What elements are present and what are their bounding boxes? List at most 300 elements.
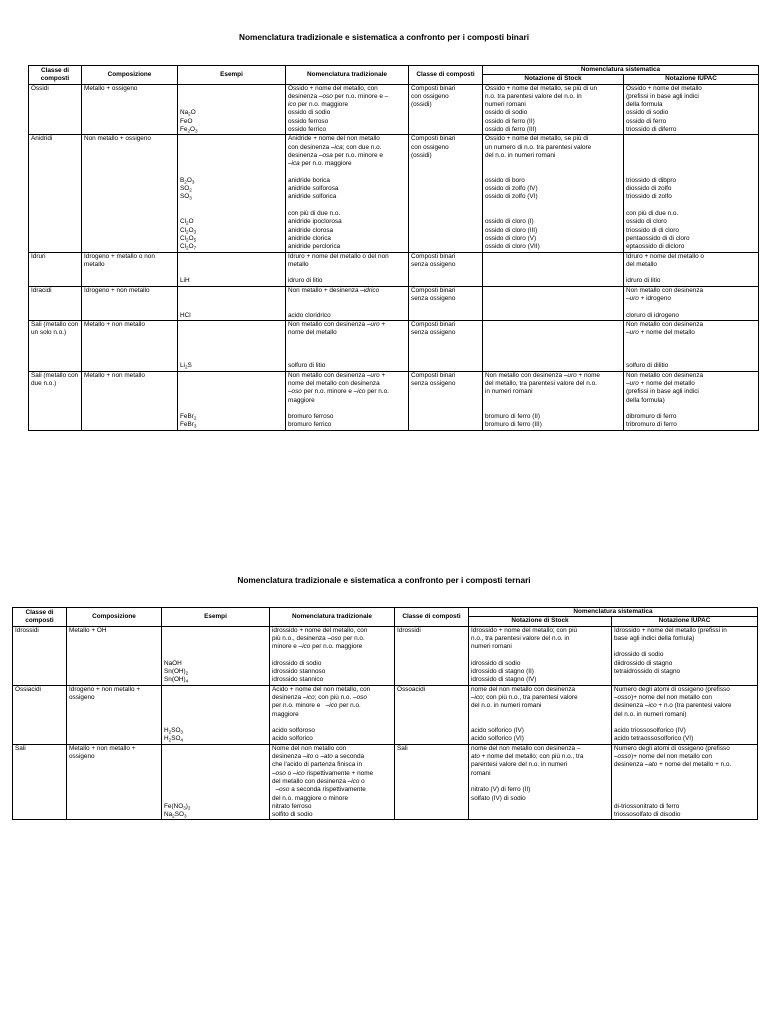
cell-iupac xyxy=(624,371,759,430)
cell-line xyxy=(626,269,756,277)
cell-iupac xyxy=(612,685,758,744)
cell-line: –oso per n.o. minore e –ico per n.o. xyxy=(288,388,389,396)
cell-line xyxy=(288,303,406,311)
cell-line: triossido di diferro xyxy=(626,126,677,134)
cell-line xyxy=(626,152,756,160)
cell-line: triossido di dibpro xyxy=(626,176,677,184)
cell-line: del metallo con desinenza –ico o xyxy=(272,777,365,785)
cell-line xyxy=(288,346,406,354)
ternary-compounds-title: Nomenclatura tradizionale e sistematica a confronto per i composti ternari xyxy=(237,575,531,585)
table-row xyxy=(29,371,759,430)
cell-line: solfuro di dilitio xyxy=(626,362,669,370)
cell-line xyxy=(180,380,283,388)
cell-line xyxy=(626,303,756,311)
cell-line: nome del metallo con desinenza xyxy=(288,379,380,387)
table-row xyxy=(29,252,759,286)
cell-line: bromuro di ferro (III) xyxy=(485,421,542,429)
header-sistematica: Nomenclatura sistematica xyxy=(483,66,759,75)
cell-line xyxy=(471,778,609,786)
cell-line: LiH xyxy=(180,277,190,285)
cell-line: Numero degli atomi di ossigeno (prefisso xyxy=(614,685,730,693)
cell-line: ossido di ferro (III) xyxy=(485,126,537,134)
cell-line: $Sn(OH)_2$ xyxy=(164,668,189,676)
table-row xyxy=(13,685,758,744)
cell-line xyxy=(485,160,621,168)
cell-line xyxy=(471,711,609,719)
cell-line: ossido di cloro (I) xyxy=(485,218,534,226)
cell-line: Ossido + nome del metallo, se più di xyxy=(485,135,589,143)
cell-line xyxy=(164,753,267,761)
cell-classe-sis xyxy=(409,252,483,286)
cell-iupac xyxy=(624,84,759,135)
cell-classe xyxy=(13,626,67,685)
cell-line: bromuro ferroso xyxy=(288,413,334,421)
cell-line: Numero degli atomi di ossigeno (prefisso xyxy=(614,744,730,752)
cell-line: acido solforico (VI) xyxy=(471,735,524,743)
cell-line: un numero di n.o. tra parentesi valore xyxy=(485,143,592,151)
cell-iupac xyxy=(624,286,759,320)
cell-line: Idrossidi xyxy=(15,626,39,634)
cell-composizione xyxy=(82,371,178,430)
table-row xyxy=(29,84,759,135)
cell-line: Idruro + nome del metallo o del non xyxy=(288,252,389,260)
cell-stock xyxy=(469,744,612,820)
cell-line: pentaossido di di cloro xyxy=(626,234,690,242)
cell-line: senza ossigeno xyxy=(411,379,456,387)
cell-line xyxy=(164,651,267,659)
cell-line: del n.o. in numeri romani) xyxy=(614,710,687,718)
cell-line xyxy=(180,202,283,210)
cell-line: di-triossonitrato di ferro xyxy=(614,802,680,810)
cell-classe-sis xyxy=(409,371,483,430)
cell-line: del n.o. in numeri romani xyxy=(471,702,542,710)
cell-line: ico per n.o. maggiore xyxy=(288,101,349,109)
cell-line: del metallo, tra parentesi valore del n.o. xyxy=(485,379,597,387)
cell-line xyxy=(614,770,755,778)
cell-classe xyxy=(29,252,82,286)
cell-line xyxy=(180,269,283,277)
cell-line: solfuro di litio xyxy=(288,362,326,370)
cell-line: numeri romani xyxy=(471,643,512,651)
cell-line: ossido di ferro xyxy=(626,117,667,125)
header-classe: Classe di composti xyxy=(29,66,82,85)
cell-classe-sis xyxy=(395,685,469,744)
cell-line: ossido di sodio xyxy=(485,109,528,117)
cell-line: Ossido + nome del metallo, con xyxy=(288,84,378,92)
cell-line: desinenza –ico + n.o (tra parentesi valore xyxy=(614,702,732,710)
table-row xyxy=(29,135,759,252)
cell-line: $Cl_2O_7$ xyxy=(180,243,197,251)
cell-line xyxy=(164,635,267,643)
cell-line xyxy=(288,269,406,277)
cell-iupac xyxy=(612,744,758,820)
cell-line: del metallo xyxy=(626,260,657,268)
cell-line xyxy=(180,135,283,143)
cell-line: ossido ferroso xyxy=(288,117,329,125)
cell-tradizionale xyxy=(286,286,409,320)
cell-line: desinenza –osa per n.o. minore e xyxy=(288,151,383,159)
cell-line: nitrato ferroso xyxy=(272,802,312,810)
cell-line: Idrogeno + non metallo xyxy=(84,286,150,294)
header-classe: Classe di composti xyxy=(13,608,67,627)
cell-line: metallo xyxy=(288,260,309,268)
cell-esempi xyxy=(162,744,270,820)
cell-line: acido cloridrico xyxy=(288,311,331,319)
cell-line xyxy=(180,372,283,380)
cell-line xyxy=(180,346,283,354)
cell-line: diossido di zolfo xyxy=(626,185,672,193)
cell-line: Composti binari xyxy=(411,135,456,143)
cell-esempi xyxy=(178,371,286,430)
ternary-compounds-table xyxy=(12,607,758,820)
cell-line: acido tetraossosolforico (VI) xyxy=(614,735,694,743)
cell-line: idrossido di sodio xyxy=(614,651,664,659)
cell-line xyxy=(180,321,283,329)
cell-line xyxy=(614,786,755,794)
cell-line xyxy=(471,811,609,819)
cell-line: Non metallo con desinenza xyxy=(626,371,704,379)
cell-line xyxy=(288,354,406,362)
cell-line xyxy=(164,719,267,727)
cell-line xyxy=(164,694,267,702)
cell-line xyxy=(164,643,267,651)
cell-line: $Fe_2O_3$ xyxy=(180,126,198,134)
cell-iupac xyxy=(624,135,759,252)
cell-line: idrossido + nome del metallo, con xyxy=(272,626,368,634)
cell-line: Non metallo con desinenza xyxy=(626,320,704,328)
cell-composizione xyxy=(82,320,178,371)
cell-tradizionale xyxy=(286,252,409,286)
header-classe-sistematica: Classe di composti xyxy=(409,66,483,85)
cell-line: nome del non metallo con desinenza – xyxy=(471,744,581,752)
cell-line: Sali (metallo con due n.o.) xyxy=(31,371,79,387)
cell-line: Nome del non metallo con xyxy=(272,744,347,752)
cell-line: $Sn(OH)_4$ xyxy=(164,676,189,684)
cell-line: desinenza –ito o –ato a seconda xyxy=(272,753,365,761)
cell-line: Ossoacidi xyxy=(397,685,426,693)
cell-line: maggiore xyxy=(272,710,299,718)
cell-line: Non metallo + desinenza –idrico xyxy=(288,286,380,294)
cell-line xyxy=(614,676,755,684)
cell-line: Composti binari xyxy=(411,320,456,328)
cell-line: nitrato (V) di ferro (II) xyxy=(471,786,531,794)
cell-line: $Li_2S$ xyxy=(180,362,192,370)
header-composizione: Composizione xyxy=(67,608,162,627)
cell-line: desinenza –ato + nome del metallo + n.o. xyxy=(614,761,732,769)
cell-stock xyxy=(483,84,624,135)
cell-line xyxy=(180,152,283,160)
cell-esempi xyxy=(178,252,286,286)
cell-line: Non metallo con desinenza –uro + xyxy=(288,371,386,379)
cell-line: con più di due n.o. xyxy=(288,210,341,218)
cell-line xyxy=(180,287,283,295)
cell-line: anidride ipoclorosa xyxy=(288,218,342,226)
cell-stock xyxy=(469,685,612,744)
cell-line: in numeri romani xyxy=(485,388,533,396)
cell-classe xyxy=(29,84,82,135)
cell-line: anidride solforica xyxy=(288,193,337,201)
cell-stock xyxy=(483,320,624,371)
cell-line xyxy=(164,745,267,753)
cell-line: idrossido di stagno (IV) xyxy=(471,676,537,684)
cell-line: tribromuro di ferro xyxy=(626,421,677,429)
cell-line xyxy=(164,711,267,719)
cell-tradizionale xyxy=(286,320,409,371)
header-esempi: Esempi xyxy=(162,608,270,627)
cell-line xyxy=(164,686,267,694)
cell-line: Composti binari xyxy=(411,84,456,92)
cell-line xyxy=(626,346,756,354)
cell-line: FeBr$_2$ xyxy=(180,413,197,421)
cell-line: bromuro ferrico xyxy=(288,421,332,429)
cell-line: Metallo + non metallo + ossigeno xyxy=(69,744,136,761)
header-classe-sistematica: Classe di composti xyxy=(395,608,469,627)
cell-line: ossido di zolfo (VI) xyxy=(485,193,538,201)
cell-esempi xyxy=(178,135,286,252)
cell-line xyxy=(180,144,283,152)
cell-line: –uro + idrogeno xyxy=(626,295,671,303)
cell-line: acido solforoso xyxy=(272,727,315,735)
cell-classe-sis xyxy=(409,320,483,371)
cell-classe xyxy=(13,685,67,744)
cell-line: $SO_2$ xyxy=(180,185,192,193)
cell-line: n.o., tra parentesi valore del n.o. in xyxy=(471,634,570,642)
cell-line xyxy=(288,202,406,210)
cell-line: $Cl_2O$ xyxy=(180,218,194,226)
cell-line xyxy=(626,338,756,346)
cell-classe-sis xyxy=(395,744,469,820)
cell-line: nome del non metallo con desinenza xyxy=(471,685,576,693)
binary-compounds-body xyxy=(29,84,759,430)
cell-line: numeri romani xyxy=(485,101,526,109)
binary-compounds-table xyxy=(28,65,759,431)
cell-line: Ossido + nome del metallo xyxy=(626,84,702,92)
cell-composizione xyxy=(67,744,162,820)
cell-line: con ossigeno xyxy=(411,92,449,100)
cell-line: Metallo + non metallo xyxy=(84,371,145,379)
table-row xyxy=(13,626,758,685)
cell-line: idruro di litio xyxy=(288,277,323,285)
cell-classe-sis xyxy=(409,84,483,135)
cell-line: $Fe(NO_3)_2$ xyxy=(164,802,191,811)
cell-line: base agli indici della fomula) xyxy=(614,634,695,642)
cell-line: –ica per n.o. maggiore xyxy=(288,160,352,168)
cell-line: ossido di sodio xyxy=(626,109,669,117)
cell-line xyxy=(164,702,267,710)
cell-line: Ossidi xyxy=(31,84,49,92)
cell-line xyxy=(614,643,755,651)
cell-line xyxy=(288,169,406,177)
cell-line xyxy=(180,295,283,303)
cell-classe xyxy=(29,135,82,252)
header-stock: Notazione di Stock xyxy=(483,75,624,84)
cell-line xyxy=(180,101,283,109)
cell-line: idrossido stannico xyxy=(272,676,324,684)
cell-line: $H_2SO_4$ xyxy=(164,735,183,743)
cell-line: –osso)+ nome del non metallo con xyxy=(614,693,712,701)
cell-line: –ico; con più n.o., tra parentesi valore xyxy=(471,693,578,701)
cell-line: solfito di sodio xyxy=(272,811,313,819)
cell-line: idrossido di sodio xyxy=(272,659,322,667)
cell-line xyxy=(180,405,283,413)
cell-line: parentesi valore del n.o. in numeri xyxy=(471,761,568,769)
cell-line: HCl xyxy=(180,311,191,319)
cell-line: Idrossido + nome del metallo; con più xyxy=(471,626,578,634)
cell-esempi xyxy=(178,286,286,320)
cell-line xyxy=(626,144,756,152)
cell-line: diidrossido di stagno xyxy=(614,659,673,667)
header-stock: Notazione di Stock xyxy=(469,617,612,626)
cell-line: acido triossosolforico (IV) xyxy=(614,727,686,735)
cell-line: $Na_2O$ xyxy=(180,109,196,117)
cell-line: Idruro + nome del metallo o xyxy=(626,252,704,260)
cell-line xyxy=(180,210,283,218)
cell-line: Non metallo + ossigeno xyxy=(84,135,151,143)
cell-line xyxy=(614,778,755,786)
cell-classe-sis xyxy=(395,626,469,685)
cell-line xyxy=(164,778,267,786)
cell-line: Idrossido + nome del metallo (prefissi in xyxy=(614,626,727,634)
cell-line xyxy=(180,397,283,405)
cell-line: ossido di cloro (III) xyxy=(485,226,538,234)
header-iupac: Notazione IUPAC xyxy=(624,75,759,84)
cell-line xyxy=(288,338,406,346)
cell-line: FeBr$_3$ xyxy=(180,421,197,429)
cell-line: idrossido di stagno (II) xyxy=(471,668,534,676)
cell-line: per n.o. minore e –ico per n.o. xyxy=(272,702,361,710)
cell-line: più n.o., desinenza –oso per n.o. xyxy=(272,634,365,642)
cell-line xyxy=(626,160,756,168)
cell-line: Metallo + OH xyxy=(69,626,107,634)
cell-line: $Cl_2O_3$ xyxy=(180,226,197,235)
cell-line xyxy=(485,210,621,218)
cell-line: della formula) xyxy=(626,396,665,404)
cell-line: Ossido + nome del metallo, se più di un xyxy=(485,84,598,92)
cell-tradizionale xyxy=(270,744,395,820)
cell-composizione xyxy=(82,252,178,286)
cell-line: maggiore xyxy=(288,396,315,404)
cell-line: anidride perclorica xyxy=(288,243,341,251)
cell-line: ossido di zolfo (IV) xyxy=(485,185,538,193)
cell-line: senza ossigeno xyxy=(411,295,456,303)
cell-line xyxy=(626,405,756,413)
cell-classe xyxy=(29,371,82,430)
cell-line: Sali xyxy=(15,744,26,752)
cell-composizione xyxy=(67,685,162,744)
table-row xyxy=(13,744,758,820)
cell-line xyxy=(272,719,392,727)
cell-line: che l'acido di partenza finisca in xyxy=(272,761,363,769)
binary-compounds-title: Nomenclatura tradizionale e sistematica a confronto per i composti binari xyxy=(239,32,529,42)
header-composizione: Composizione xyxy=(82,66,178,85)
cell-line xyxy=(626,169,756,177)
table-row xyxy=(29,286,759,320)
cell-line xyxy=(485,397,621,405)
cell-line: $SO_3$ xyxy=(180,193,192,201)
cell-line: senza ossigeno xyxy=(411,260,456,268)
cell-line: –uro + nome del metallo xyxy=(626,329,695,337)
cell-line: minore e –ico per n.o. maggiore xyxy=(272,643,363,651)
cell-line: Metallo + non metallo xyxy=(84,320,145,328)
cell-tradizionale xyxy=(270,626,395,685)
cell-line: della formula xyxy=(626,101,663,109)
cell-line: nome del metallo xyxy=(288,329,337,337)
cell-line: ossido di cloro (VII) xyxy=(485,243,540,251)
cell-line: tetraidrossido di stagno xyxy=(614,668,681,676)
cell-line: ossido di cloro (V) xyxy=(485,234,537,242)
cell-line xyxy=(180,253,283,261)
cell-line xyxy=(614,719,755,727)
cell-line: (ossidi) xyxy=(411,151,432,159)
cell-composizione xyxy=(82,286,178,320)
cell-line xyxy=(164,786,267,794)
cell-classe xyxy=(29,286,82,320)
cell-line xyxy=(485,202,621,210)
cell-classe xyxy=(29,320,82,371)
cell-line: senza ossigeno xyxy=(411,329,456,337)
cell-line: Idruri xyxy=(31,252,46,260)
cell-line: triossosolfato di disodio xyxy=(614,811,681,819)
cell-line: Non metallo con desinenza xyxy=(626,286,704,294)
cell-line: NaOH xyxy=(164,659,182,667)
cell-line: bromuro di ferro (II) xyxy=(485,413,541,421)
cell-line xyxy=(471,719,609,727)
cell-line xyxy=(288,295,406,303)
table-row xyxy=(29,320,759,371)
cell-line: Acido + nome del non metallo, con xyxy=(272,685,371,693)
cell-line: acido solforico xyxy=(272,735,313,743)
cell-line xyxy=(180,303,283,311)
cell-line: FeO xyxy=(180,117,193,125)
cell-esempi xyxy=(178,320,286,371)
cell-line: $H_2SO_3$ xyxy=(164,727,183,735)
cell-line: Non metallo con desinenza –uro + xyxy=(288,320,386,328)
cell-stock xyxy=(483,252,624,286)
cell-line xyxy=(626,135,756,143)
cell-line xyxy=(180,261,283,269)
cell-line: cloruro di idrogeno xyxy=(626,311,679,319)
cell-iupac xyxy=(624,252,759,286)
cell-line: (prefissi in base agli indici xyxy=(626,92,699,100)
cell-line: ossido di cloro xyxy=(626,218,667,226)
cell-tradizionale xyxy=(286,135,409,252)
cell-line: desinenza –ico; con più n.o. –oso xyxy=(272,693,367,701)
cell-line: –oso a seconda rispettivamente xyxy=(275,786,366,794)
cell-line xyxy=(272,651,392,659)
cell-line xyxy=(164,795,267,803)
cell-tradizionale xyxy=(286,371,409,430)
cell-line: Composti binari xyxy=(411,371,456,379)
cell-composizione xyxy=(67,626,162,685)
cell-esempi xyxy=(178,84,286,135)
header-sistematica: Nomenclatura sistematica xyxy=(469,608,758,617)
cell-line: Anidride + nome del non metallo xyxy=(288,135,380,143)
cell-tradizionale xyxy=(286,84,409,135)
cell-line: $Cl_2O_5$ xyxy=(180,234,197,243)
cell-line xyxy=(471,651,609,659)
cell-line: solfato (IV) di sodio xyxy=(471,794,526,802)
cell-esempi xyxy=(162,626,270,685)
cell-esempi xyxy=(162,685,270,744)
cell-line: anidride clorica xyxy=(288,234,331,242)
cell-line xyxy=(180,85,283,93)
cell-line: Idrossidi xyxy=(397,626,421,634)
cell-line: con più di due n.o. xyxy=(626,210,679,218)
cell-stock xyxy=(469,626,612,685)
cell-iupac xyxy=(624,320,759,371)
cell-line xyxy=(180,354,283,362)
cell-line: n.o. tra parentesi valore del n.o. in xyxy=(485,92,582,100)
